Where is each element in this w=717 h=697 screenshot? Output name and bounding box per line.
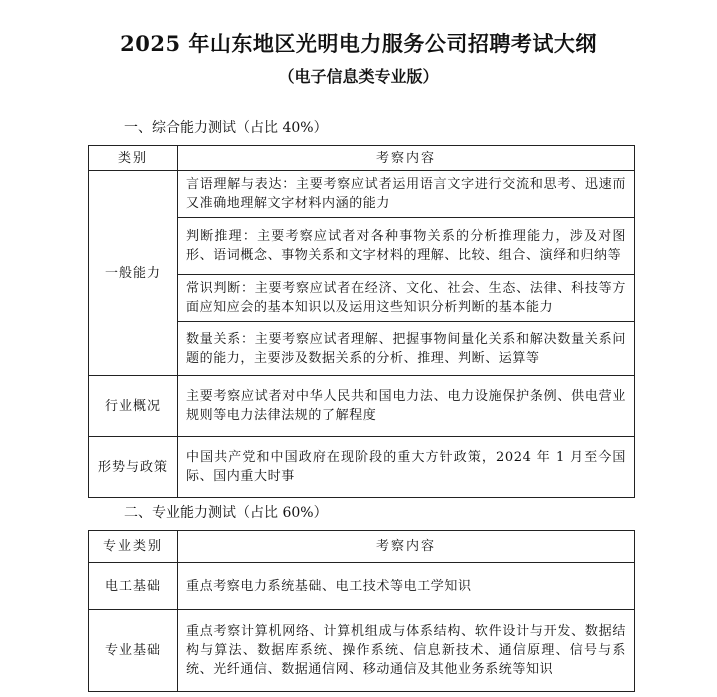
category-electrical-basics: 电工基础 bbox=[89, 563, 178, 610]
category-situation-policy: 形势与政策 bbox=[89, 437, 178, 498]
table-row bbox=[89, 563, 635, 610]
section-1-heading: 一、综合能力测试（占比 40%） bbox=[124, 120, 328, 136]
column-header-major-category: 专业类别 bbox=[89, 531, 178, 563]
table-row bbox=[89, 437, 635, 498]
column-header-category: 类别 bbox=[89, 146, 178, 171]
professional-ability-table bbox=[88, 530, 635, 692]
content-judgment-reasoning: 判断推理：主要考察应试者对各种事物关系的分析推理能力，涉及对图形、语词概念、事物关系和文字材料的理解、比较、组合、演绎和归纳等 bbox=[178, 218, 635, 275]
section-2-heading: 二、专业能力测试（占比 60%） bbox=[124, 505, 328, 521]
table-header-row bbox=[89, 531, 635, 563]
category-general-ability: 一般能力 bbox=[89, 171, 178, 376]
content-industry-overview: 主要考察应试者对中华人民共和国电力法、电力设施保护条例、供电营业规则等电力法律法规的了解程度 bbox=[178, 376, 635, 437]
content-professional-basics: 重点考察计算机网络、计算机组成与体系结构、软件设计与开发、数据结构与算法、数据库系统、操作系统、信息新技术、通信原理、信号与系统、光纤通信、数据通信网、移动通信及其他业务系统等知识 bbox=[178, 610, 635, 692]
table-header-row bbox=[89, 146, 635, 171]
content-verbal-comprehension: 言语理解与表达：主要考察应试者运用语言文字进行交流和思考、迅速而又准确地理解文字材料内涵的能力 bbox=[178, 171, 635, 218]
category-professional-basics: 专业基础 bbox=[89, 610, 178, 692]
table-row bbox=[89, 171, 635, 218]
column-header-content: 考察内容 bbox=[178, 531, 635, 563]
table-row bbox=[89, 610, 635, 692]
document-subtitle: （电子信息类专业版） bbox=[278, 67, 439, 86]
content-common-sense: 常识判断：主要考察应试者在经济、文化、社会、生态、法律、科技等方面应知应会的基本知识以及运用这些知识分析判断的基本能力 bbox=[178, 275, 635, 322]
column-header-content: 考察内容 bbox=[178, 146, 635, 171]
table-row bbox=[89, 376, 635, 437]
category-industry-overview: 行业概况 bbox=[89, 376, 178, 437]
content-situation-policy: 中国共产党和中国政府在现阶段的重大方针政策，2024 年 1 月至今国际、国内重大时事 bbox=[178, 437, 635, 498]
content-electrical-basics: 重点考察电力系统基础、电工技术等电工学知识 bbox=[178, 563, 635, 610]
comprehensive-ability-table bbox=[88, 145, 635, 498]
document-title: 2025 年山东地区光明电力服务公司招聘考试大纲 bbox=[120, 31, 597, 56]
content-quantitative-relations: 数量关系：主要考察应试者理解、把握事物间量化关系和解决数量关系问题的能力，主要涉及数据关系的分析、推理、判断、运算等 bbox=[178, 322, 635, 376]
